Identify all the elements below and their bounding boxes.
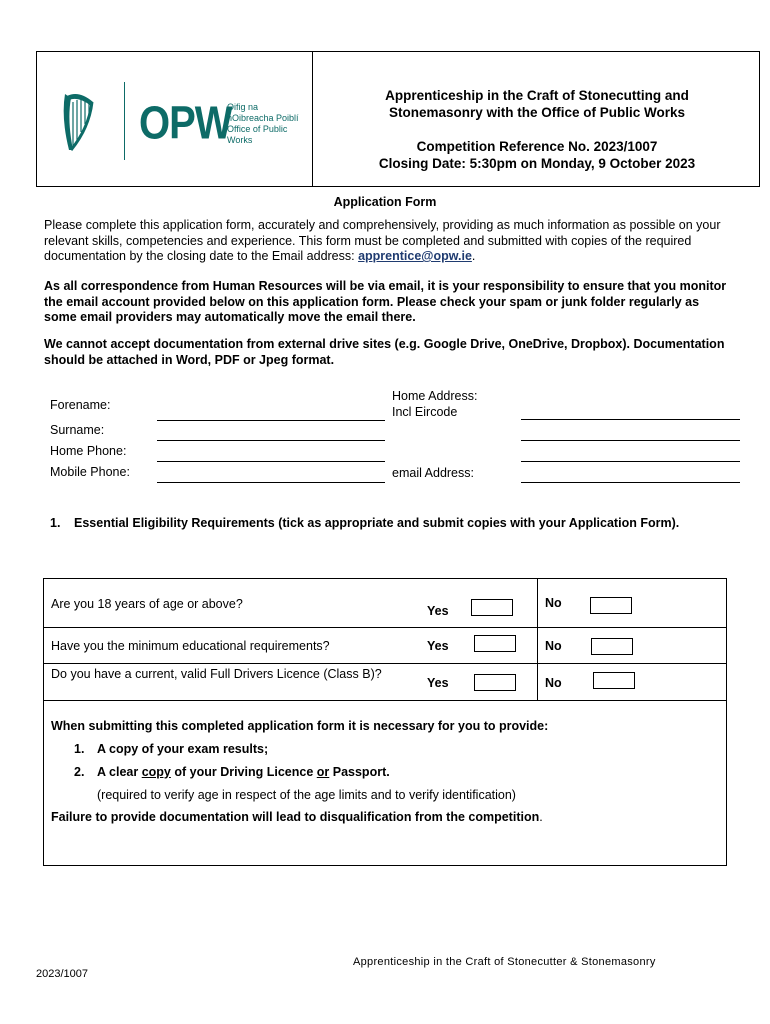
forename-input[interactable] [157,420,385,421]
harp-icon [59,88,99,156]
submission-item-1: A copy of your exam results; [97,742,269,756]
home-phone-label: Home Phone: [50,444,127,458]
surname-input[interactable] [157,440,385,441]
eligibility-table [43,578,727,866]
mobile-phone-input[interactable] [157,482,385,483]
footer-reference: 2023/1007 [36,968,88,980]
disqualification-warning: Failure to provide documentation will lead to disqualification from the competition. [51,810,543,824]
home-address-label: Home Address: [392,389,478,403]
yes-label: Yes [427,639,449,653]
mobile-phone-label: Mobile Phone: [50,465,130,479]
form-title: Application Form [333,195,437,209]
address-line-3[interactable] [521,461,740,462]
education-yes-checkbox[interactable] [474,635,516,652]
address-line-2[interactable] [521,440,740,441]
opw-logo [59,82,299,162]
email-notice: As all correspondence from Human Resources will be via email, it is your responsibility to ensure that you monitor the email account provided below on this application form. Please check your spam or junk folder regularly as some email providers may automatically move the email there. [44,279,727,324]
closing-date: Closing Date: 5:30pm on Monday, 9 October 2023 [378,156,696,171]
competition-reference [319,138,755,172]
yes-label: Yes [427,604,449,618]
no-label: No [545,639,562,653]
question-age: Are you 18 years of age or above? [51,597,243,611]
home-phone-input[interactable] [157,461,385,462]
competition-title: Apprenticeship in the Craft of Stonecutting and Stonemasonry with the Office of Public Works [385,88,689,120]
question-education: Have you the minimum educational requirements? [51,639,330,653]
documents-notice: We cannot accept documentation from external drive sites (e.g. Google Drive, OneDrive, Dropbox). Documentation should be attached in Word, PDF or Jpeg format. [44,337,725,367]
submission-item-2: A clear copy of your Driving Licence or Passport. [97,765,390,779]
education-no-checkbox[interactable] [591,638,633,655]
email-label: email Address: [392,466,474,480]
email-link[interactable]: apprentice@opw.ie [358,249,472,263]
reference-number: Competition Reference No. 2023/1007 [416,139,658,154]
no-label: No [545,596,562,610]
logo-wordmark: OPW [139,98,232,149]
footer-title: Apprenticeship in the Craft of Stonecutter & Stonemasonry [353,956,656,968]
forename-label: Forename: [50,398,111,412]
address-line-1[interactable] [521,419,740,420]
header-divider [312,52,313,186]
intro-paragraph: Please complete this application form, accurately and comprehensively, providing as much information as possible on your relevant skills, competencies and experience. This form must be completed and submitted with copies of the required documentation by the closing date to the Email address: apprentice@opw.ie. [44,218,721,263]
surname-label: Surname: [50,423,105,437]
eircode-label: Incl Eircode [392,405,458,419]
logo-subtitle: Oifig na nOibreacha Poiblí Office of Public Works [227,102,299,145]
no-label: No [545,676,562,690]
submission-item-1-number: 1. [74,742,85,756]
yes-label: Yes [427,676,449,690]
question-licence: Do you have a current, valid Full Drivers Licence (Class B)? [51,667,382,681]
submission-item-2-note: (required to verify age in respect of the age limits and to verify identification) [97,788,516,802]
header-box [36,51,760,187]
email-input[interactable] [521,482,740,483]
licence-yes-checkbox[interactable] [474,674,516,691]
licence-no-checkbox[interactable] [593,672,635,689]
age-no-checkbox[interactable] [590,597,632,614]
submission-item-2-number: 2. [74,765,85,779]
logo-divider [124,82,125,160]
age-yes-checkbox[interactable] [471,599,513,616]
submission-intro: When submitting this completed application form it is necessary for you to provide: [51,719,549,733]
